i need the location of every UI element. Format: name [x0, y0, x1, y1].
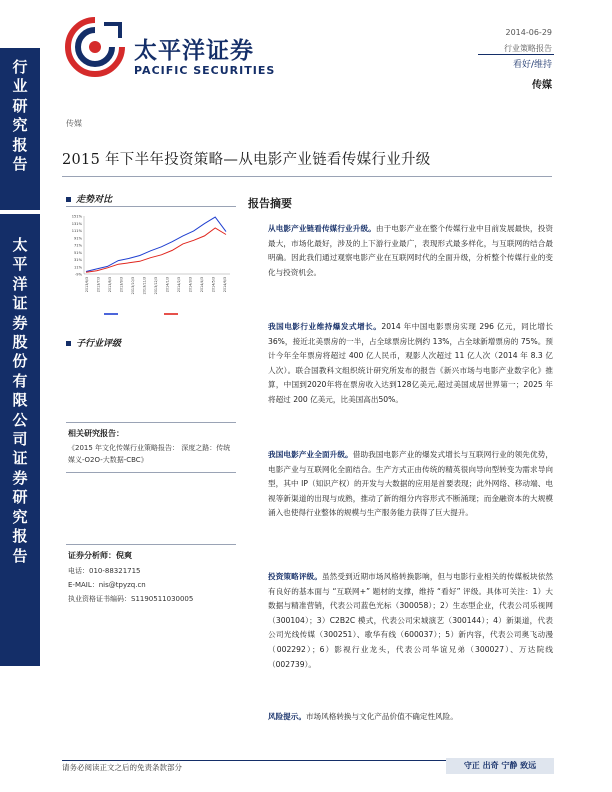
- series-line-2: [86, 228, 226, 272]
- paragraph-body: 借助我国电影产业的爆发式增长与互联网行业的领先优势，电影产业与互联网化全面结合。生产方式正由传统的精英很向导向型转变为需求导向型，其中 IP（知识产权）的开发与大数据的应用是首要表现；此外网络、移动端、电视等新渠道的出现与成熟，推动了新的细分内容形式不断涌现；而金融资本的大规模涌入也使得行业整体的规模与生产服务能力获得了巨大提升。: [268, 450, 553, 518]
- y-tick-label: 151%: [71, 214, 82, 219]
- sub-rating-heading-text: 子行业评级: [76, 339, 122, 349]
- summary-paragraph-2: [268, 320, 553, 408]
- related-bottom-rule: [66, 472, 236, 473]
- paragraph-body: 市场风格转换与文化产品价值不确定性风险。: [305, 712, 458, 721]
- y-tick-label: 11%: [74, 265, 82, 270]
- analyst-top-rule: [66, 544, 236, 545]
- y-tick-label: 131%: [71, 221, 82, 226]
- paragraph-body: 由于电影产业在整个传媒行业中目前发展最快，投资最大，市场化最好，涉及的上下游行业最广，表现形式最多样化，与互联网的结合最明确。因此我们通过观察电影产业在互联网时代的全面升级，分析整个传媒行业的变化与投资机会。: [268, 224, 554, 277]
- analyst-phone: 电话：010-88321715: [68, 567, 141, 575]
- report-type: 行业策略报告: [504, 44, 552, 53]
- header-divider: [478, 54, 554, 55]
- rating-label: 看好/维持: [512, 60, 552, 70]
- y-tick-label: 31%: [74, 258, 82, 262]
- x-tick-label: 2013/7/3: [96, 277, 101, 293]
- sector-label: 传媒: [532, 80, 552, 91]
- trend-heading: [66, 192, 112, 205]
- x-tick-label: 2013/12/3: [154, 277, 158, 295]
- banner-report-category: [0, 58, 40, 174]
- paragraph-lead: 我国电影产业全面升级。: [268, 450, 353, 459]
- related-top-rule: [66, 422, 236, 423]
- analyst-email: E-MAIL：nis@tpyzq.cn: [68, 581, 146, 589]
- footer-disclaimer: 请务必阅读正文之后的免责条款部分: [62, 763, 182, 772]
- x-tick-label: 2013/6/3: [85, 277, 89, 293]
- y-tick-label: 91%: [74, 236, 82, 241]
- x-tick-label: 2013/9/3: [119, 277, 124, 293]
- paragraph-body: 虽然受到近期市场风格转换影响，但与电影行业相关的传媒板块依然有良好的基本面与 “互联网+” 题材的支撑，维持 “看好” 评级。具体可关注：1）大数据与精准营销，代表公司蓝色光标（300058）；2）生态型企业，代表公司乐视网（300104）；3）C2B2C 模式，代表公司宋城演艺（300144）；4）新渠道，代表公司光线传媒（300251）、歌华有线（600037）；5）新内容，代表公司奥飞动漫（002292）；6）影视行业龙头，代表公司华谊兄弟（300027）、万达院线（002739）。: [268, 572, 554, 669]
- summary-paragraph-4: [268, 570, 553, 672]
- trend-rule: [66, 206, 236, 207]
- x-tick-label: 2014/5/3: [211, 277, 216, 293]
- related-heading: 相关研究报告：: [68, 429, 124, 438]
- y-tick-label: 71%: [74, 243, 82, 248]
- paragraph-body: 2014 年中国电影票房实现 296 亿元，同比增长 36%，接近北美票房的一半，占全球票房比例约 13%，占全球新增票房的 75%。预计今年全年票房将超过 400 亿人民币，观影人次超过 11 亿人次（2014 年 8.3 亿人次）。联合国教科文组织统计研究所发布的报告《新兴市场与电影产业数字化》推算，中国到2020年将在票房收入达到128亿美元,超过美国成居世界第一；2025 年将超过 200 亿美元，比美国高出50%。: [268, 322, 554, 404]
- sub-rating-heading: [66, 336, 121, 349]
- sector-tag: 传媒: [66, 119, 82, 128]
- x-tick-label: 2014/4/3: [200, 277, 204, 293]
- title-divider: [62, 176, 552, 177]
- brand-name-en: PACIFIC SECURITIES: [134, 64, 276, 77]
- banner-top-text: 行 业 研 究 报 告: [12, 58, 28, 174]
- summary-heading: 报告摘要: [248, 197, 292, 210]
- y-tick-label: 51%: [74, 250, 82, 255]
- brand-name-cn: 太平洋证券: [134, 38, 254, 64]
- trend-heading-text: 走势对比: [76, 195, 113, 205]
- paragraph-lead: 风险提示。: [268, 712, 306, 721]
- page-title: 2015 年下半年投资策略—从电影产业链看传媒行业升级: [62, 152, 431, 168]
- x-tick-label: 2013/8/3: [108, 277, 112, 293]
- y-tick-label: 111%: [71, 229, 82, 233]
- paragraph-lead: 投资策略评级。: [268, 572, 322, 581]
- summary-paragraph-1: [268, 222, 553, 280]
- x-tick-label: 2014/6/3: [223, 277, 227, 293]
- left-banner: [0, 48, 40, 666]
- banner-company-label: [0, 236, 40, 566]
- summary-paragraph-5: [268, 710, 553, 725]
- trend-chart: [64, 210, 236, 320]
- y-tick-label: -9%: [75, 272, 82, 277]
- square-bullet-icon: [66, 197, 71, 202]
- x-tick-label: 2014/2/3: [177, 277, 181, 293]
- footer-motto: 守正 出奇 宁静 致远: [446, 758, 554, 774]
- x-tick-label: 2013/11/3: [142, 277, 147, 295]
- x-tick-label: 2014/1/3: [165, 277, 170, 293]
- x-tick-label: 2013/10/3: [131, 277, 135, 295]
- square-bullet-icon: [66, 341, 71, 346]
- x-tick-label: 2014/3/3: [188, 277, 193, 293]
- analyst-license: 执业资格证书编码：S1190511030005: [68, 595, 194, 603]
- summary-paragraph-3: [268, 448, 553, 521]
- banner-separator: [0, 210, 40, 214]
- paragraph-lead: 从电影产业链看传媒行业升级。: [268, 224, 376, 233]
- related-report-text: 《2015 年文化传媒行业策略报告： 深度之路：传统媒义-O2O-大数据-CBC》: [68, 444, 231, 464]
- banner-bottom-text: 太 平 洋 证 券 股 份 有 限 公 司 证 券 研 究 报 告: [12, 236, 28, 565]
- pacific-logo-icon: [64, 16, 126, 78]
- report-date: 2014-06-29: [505, 28, 552, 37]
- series-line-1: [86, 217, 226, 271]
- analyst-title: 证券分析师：倪爽: [68, 551, 132, 560]
- paragraph-lead: 我国电影行业维持爆发式增长。: [268, 322, 382, 331]
